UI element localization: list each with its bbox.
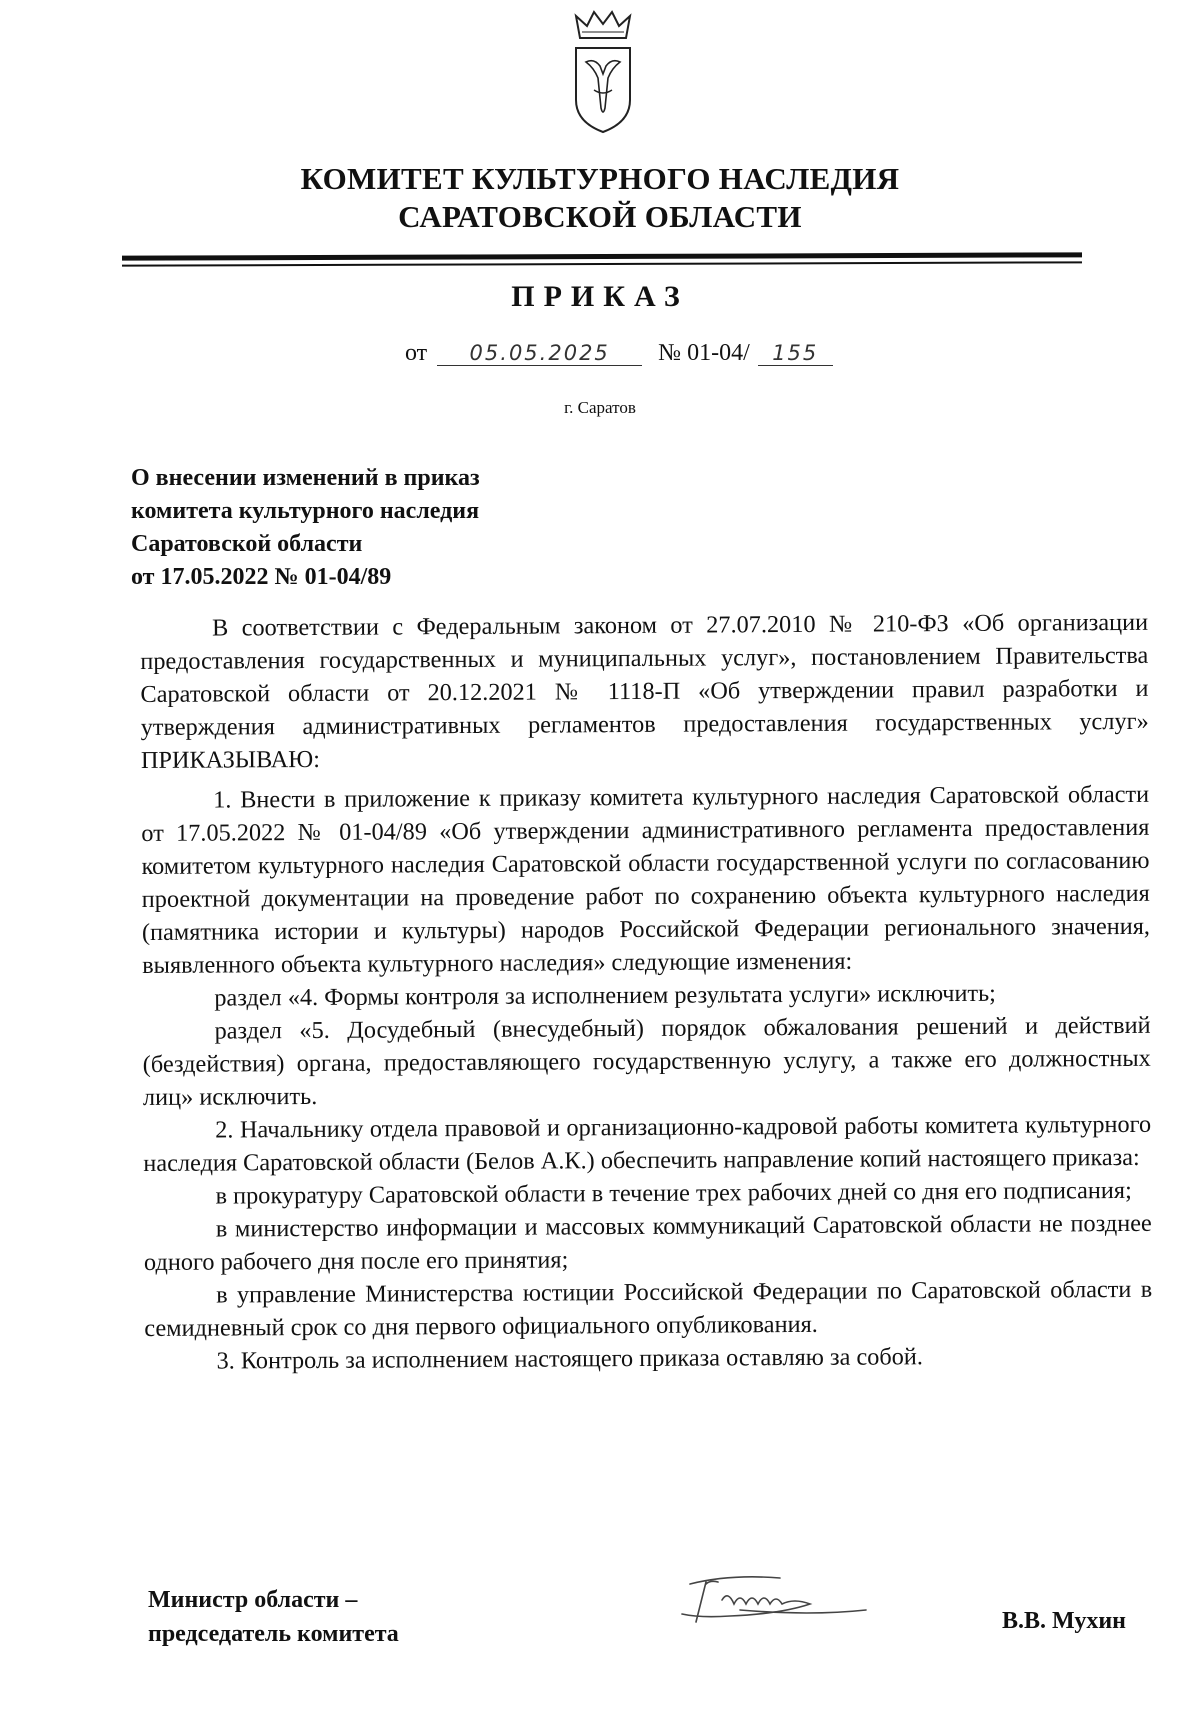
number-prefix: № 01-04/ xyxy=(658,340,750,366)
signer-title xyxy=(148,1583,399,1651)
subject-line3: Саратовской области xyxy=(131,531,363,557)
item-1b-paragraph: раздел «5. Досудебный (внесудебный) порядок обжалования решений и действий (бездействия) органа, предоставляющего государственную услугу, а также его должностных лиц» исключить. xyxy=(142,1011,1151,1111)
item-1-paragraph: 1. Внести в приложение к приказу комитета культурного наследия Саратовской области от 17.05.2022 № 01-04/89 «Об утверждении административного регламента предоставления комитетом культурного наследия Саратовской области государственной услуги по согласованию проектной документации на проведение работ по сохранению объекта культурного наследия (памятника истории и культуры) народов Российской Федерации регионального значения, выявленного объекта культурного наследия» следующие изменения: xyxy=(141,780,1151,979)
document-type: ПРИКАЗ xyxy=(511,280,689,313)
place-of-issue: г. Саратов xyxy=(564,398,636,417)
saratov-coat-of-arms-icon xyxy=(572,8,634,136)
subject-line2: комитета культурного наследия xyxy=(131,498,480,524)
item-2c-paragraph: в управление Министерства юстиции Российской Федерации по Саратовской области в семидневный срок со дня первого официального опубликования. xyxy=(144,1275,1153,1342)
signer-title-line2: председатель комитета xyxy=(148,1621,399,1647)
org-title-line1: КОМИТЕТ КУЛЬТУРНОГО НАСЛЕДИЯ xyxy=(300,161,900,196)
subject-heading xyxy=(131,462,651,594)
signer-name: В.В. Мухин xyxy=(1002,1608,1127,1634)
subject-line4: от 17.05.2022 № 01-04/89 xyxy=(131,564,392,590)
item-1a-paragraph: раздел «4. Формы контроля за исполнением результата услуги» исключить; xyxy=(214,979,996,1012)
item-3-paragraph: 3. Контроль за исполнением настоящего приказа оставляю за собой. xyxy=(216,1343,924,1375)
preamble-paragraph: В соответствии с Федеральным законом от 27.07.2010 № 210-ФЗ «Об организации предоставления государственных и муниципальных услуг», постановлением Правительства Саратовской области от 20.12.2021 № 1118-П «Об утверждении правил разработки и утверждения административных регламентов предоставления государственных услуг» ПРИКАЗЫВАЮ: xyxy=(140,608,1149,774)
handwritten-signature xyxy=(670,1570,870,1636)
header-rule-thick xyxy=(122,252,1082,260)
organization-title xyxy=(0,160,1200,236)
subject-line1: О внесении изменений в приказ xyxy=(131,465,480,491)
order-body xyxy=(140,606,1153,1378)
org-title-line2: САРАТОВСКОЙ ОБЛАСТИ xyxy=(398,199,802,234)
document-date: 05.05.2025 xyxy=(437,341,642,366)
date-number-line xyxy=(405,340,833,367)
signer-title-line1: Министр области – xyxy=(148,1587,358,1613)
date-prefix: от xyxy=(405,340,428,366)
item-2-paragraph: 2. Начальнику отдела правовой и организационно-кадровой работы комитета культурного наследия Саратовской области (Белов А.К.) обеспечить направление копий настоящего приказа: xyxy=(143,1110,1152,1177)
document-number: 155 xyxy=(758,341,833,366)
item-2a-paragraph: в прокуратуру Саратовской области в течение трех рабочих дней со дня его подписания; xyxy=(215,1176,1132,1210)
header-rule-thin xyxy=(122,261,1082,266)
item-2b-paragraph: в министерство информации и массовых коммуникаций Саратовской области не позднее одного рабочего дня после его принятия; xyxy=(143,1209,1152,1276)
